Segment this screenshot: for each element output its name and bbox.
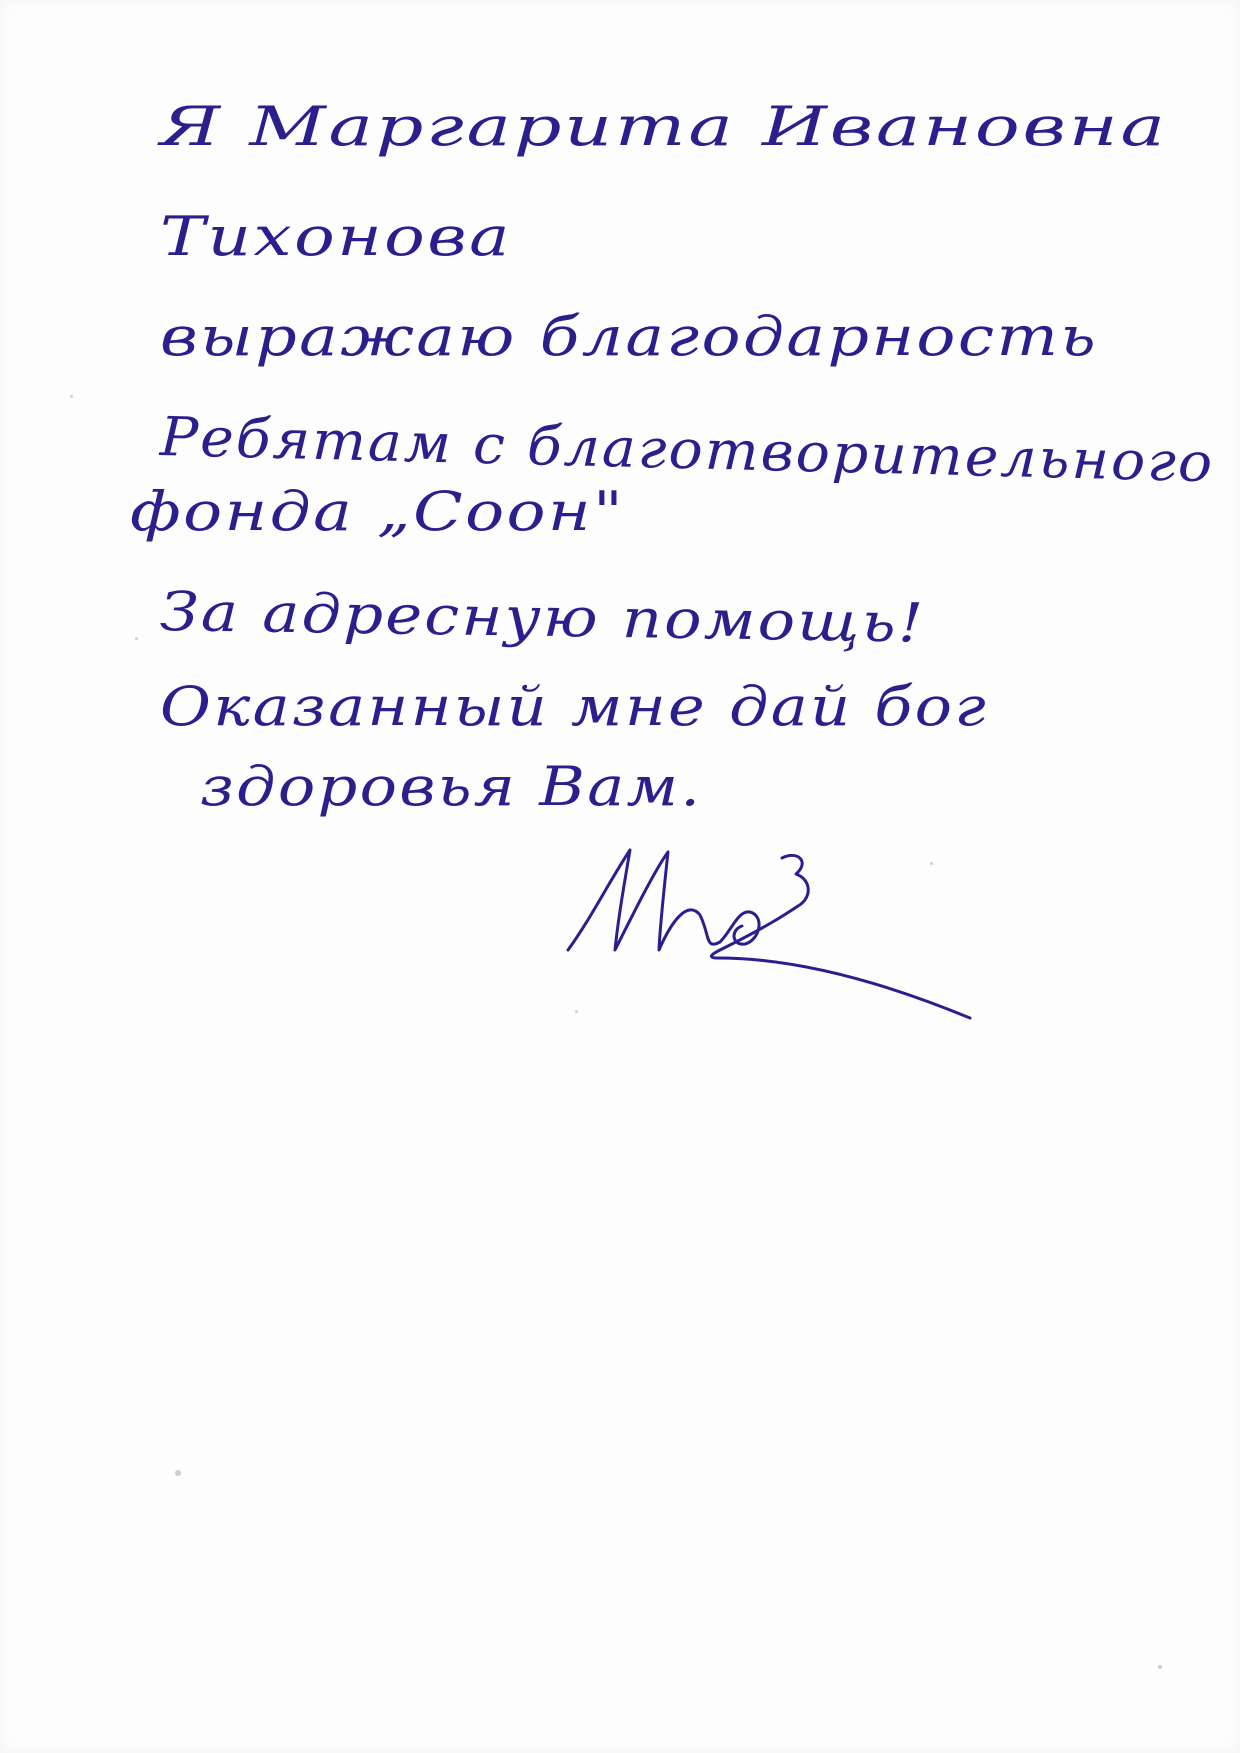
letter-line-6: За адресную помощь! xyxy=(159,580,926,655)
paper-speck xyxy=(930,862,933,865)
letter-line-4: Ребятам с благотворительного xyxy=(159,405,1216,495)
letter-line-2: Тихонова xyxy=(160,205,512,268)
letter-line-7: Оказанный мне дай бог xyxy=(160,675,989,738)
paper-speck xyxy=(175,1470,181,1476)
paper-speck xyxy=(1158,1665,1162,1669)
signature-scribble xyxy=(568,850,759,950)
paper-speck xyxy=(135,637,138,640)
paper-speck xyxy=(70,395,73,398)
paper-speck xyxy=(575,1010,578,1013)
letter-line-3: выражаю благодарность xyxy=(160,305,1099,368)
letter-line-8: здоровья Вам. xyxy=(200,755,703,818)
signature-flourish xyxy=(711,855,970,1018)
letter-line-5: фонда „Соон" xyxy=(130,480,626,543)
letter-line-1: Я Маргарита Ивановна xyxy=(160,95,1168,158)
signature xyxy=(560,840,1020,1040)
